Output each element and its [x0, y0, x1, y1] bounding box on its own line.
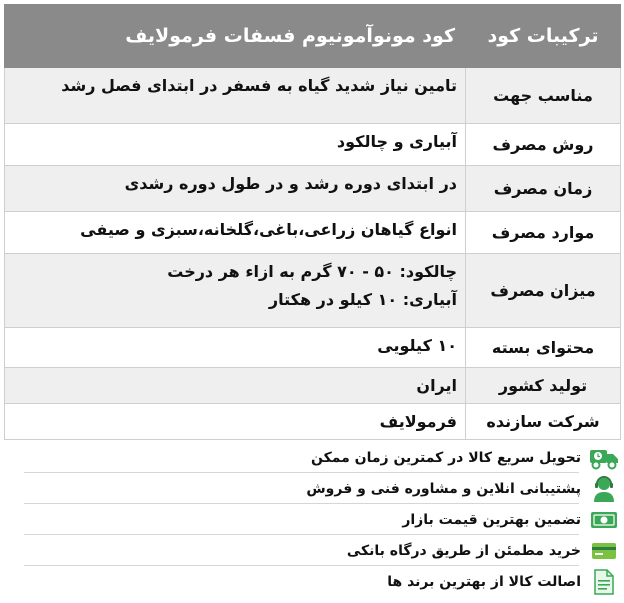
header-composition: ترکیبات کود — [466, 5, 621, 68]
feature-item — [4, 473, 621, 504]
feature-text: اصالت کالا از بهترین برند ها — [387, 573, 581, 590]
row-value: ایران — [5, 368, 466, 404]
support-agent-icon — [589, 474, 619, 504]
row-label: تولید کشور — [466, 368, 621, 404]
header-product-name: کود مونوآمونیوم فسفات فرمولایف — [5, 5, 466, 68]
table-row — [5, 68, 621, 124]
row-label: زمان مصرف — [466, 166, 621, 212]
spec-table — [4, 4, 621, 440]
value-line: چالکود: ۵۰ - ۷۰ گرم به ازاء هر درخت — [167, 262, 457, 281]
row-value: انواع گیاهان زراعی،باغی،گلخانه،سبزی و صیفی — [5, 212, 466, 254]
spec-header-row — [5, 5, 621, 68]
row-value: ۱۰ کیلویی — [5, 328, 466, 368]
row-value: فرمولایف — [5, 404, 466, 440]
row-value: آبیاری و چالکود — [5, 124, 466, 166]
value-line: آبیاری: ۱۰ کیلو در هکتار — [268, 290, 457, 309]
row-label: شرکت سازنده — [466, 404, 621, 440]
feature-text: خرید مطمئن از طریق درگاه بانکی — [346, 542, 581, 559]
row-label: میزان مصرف — [466, 254, 621, 328]
feature-text: تحویل سریع کالا در کمترین زمان ممکن — [310, 449, 581, 466]
table-row — [5, 368, 621, 404]
credit-card-icon — [589, 536, 619, 566]
row-value: تامین نیاز شدید گیاه به فسفر در ابتدای فصل رشد — [5, 68, 466, 124]
feature-item — [4, 535, 621, 566]
feature-text: پشتیبانی انلاین و مشاوره فنی و فروش — [306, 480, 581, 497]
table-row — [5, 404, 621, 440]
feature-item — [4, 566, 621, 597]
banknote-icon — [589, 505, 619, 535]
table-row — [5, 254, 621, 328]
table-row — [5, 212, 621, 254]
row-label: مناسب جهت — [466, 68, 621, 124]
feature-list — [4, 442, 621, 597]
table-row — [5, 124, 621, 166]
table-row — [5, 166, 621, 212]
row-label: روش مصرف — [466, 124, 621, 166]
feature-item — [4, 504, 621, 535]
feature-text: تضمین بهترین قیمت بازار — [402, 511, 581, 528]
row-label: محتوای بسته — [466, 328, 621, 368]
row-label: موارد مصرف — [466, 212, 621, 254]
feature-item — [4, 442, 621, 473]
document-icon — [589, 567, 619, 597]
row-value — [5, 254, 466, 328]
row-value: در ابتدای دوره رشد و در طول دوره رشدی — [5, 166, 466, 212]
delivery-truck-icon — [589, 443, 619, 473]
table-row — [5, 328, 621, 368]
